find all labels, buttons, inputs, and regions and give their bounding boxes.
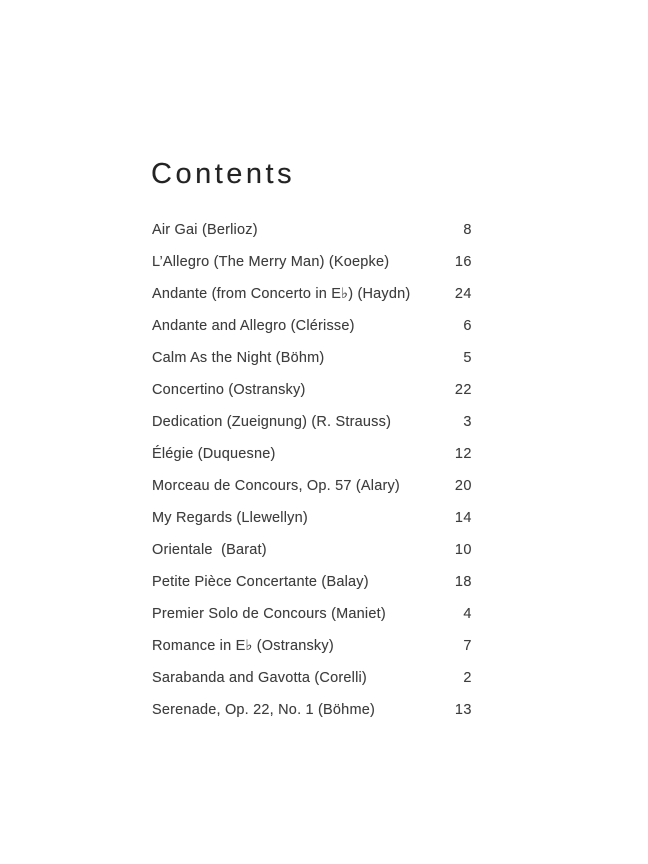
toc-row — [152, 534, 472, 566]
toc-entry-title: Romance in E♭ (Ostransky) — [152, 638, 334, 654]
toc-entry-page-number: 5 — [463, 350, 472, 366]
toc-list — [152, 214, 472, 726]
toc-row — [152, 342, 472, 374]
toc-row — [152, 438, 472, 470]
toc-entry-page-number: 20 — [454, 478, 472, 494]
toc-entry-page-number: 2 — [463, 670, 472, 686]
toc-entry-title: Orientale (Barat) — [152, 542, 267, 558]
toc-entry-page-number: 8 — [463, 222, 472, 238]
toc-entry-title: Concertino (Ostransky) — [152, 382, 306, 398]
toc-entry-page-number: 4 — [463, 606, 472, 622]
toc-entry-title: Andante and Allegro (Clérisse) — [152, 318, 355, 334]
toc-entry-title: Dedication (Zueignung) (R. Strauss) — [152, 414, 392, 430]
toc-row — [152, 406, 472, 438]
toc-row — [152, 566, 472, 598]
toc-entry-title: Morceau de Concours, Op. 57 (Alary) — [152, 478, 400, 494]
page-title: Contents — [151, 158, 296, 191]
toc-entry-title: Premier Solo de Concours (Maniet) — [152, 606, 386, 622]
toc-entry-page-number: 18 — [454, 574, 472, 590]
toc-entry-page-number: 6 — [463, 318, 472, 334]
toc-entry-title: Petite Pièce Concertante (Balay) — [152, 574, 369, 590]
toc-row — [152, 374, 472, 406]
toc-entry-title: Élégie (Duquesne) — [152, 446, 276, 462]
toc-entry-page-number: 22 — [454, 382, 472, 398]
toc-row — [152, 662, 472, 694]
toc-row — [152, 470, 472, 502]
toc-row — [152, 214, 472, 246]
toc-entry-title: Air Gai (Berlioz) — [152, 222, 258, 238]
toc-row — [152, 630, 472, 662]
toc-entry-title: Andante (from Concerto in E♭) (Haydn) — [152, 286, 411, 302]
toc-entry-page-number: 7 — [463, 638, 472, 654]
toc-entry-title: L’Allegro (The Merry Man) (Koepke) — [152, 254, 390, 270]
toc-entry-title: Sarabanda and Gavotta (Corelli) — [152, 670, 367, 686]
toc-row — [152, 278, 472, 310]
toc-entry-title: Serenade, Op. 22, No. 1 (Böhme) — [152, 702, 376, 718]
toc-entry-title: My Regards (Llewellyn) — [152, 510, 308, 526]
toc-entry-page-number: 24 — [454, 286, 472, 302]
toc-entry-page-number: 14 — [454, 510, 472, 526]
toc-entry-page-number: 12 — [454, 446, 472, 462]
toc-row — [152, 598, 472, 630]
toc-row — [152, 502, 472, 534]
toc-row — [152, 694, 472, 726]
toc-entry-page-number: 10 — [454, 542, 472, 558]
toc-entry-page-number: 16 — [454, 254, 472, 270]
toc-entry-title: Calm As the Night (Böhm) — [152, 350, 325, 366]
toc-row — [152, 246, 472, 278]
toc-entry-page-number: 3 — [463, 414, 472, 430]
toc-entry-page-number: 13 — [454, 702, 472, 718]
toc-row — [152, 310, 472, 342]
